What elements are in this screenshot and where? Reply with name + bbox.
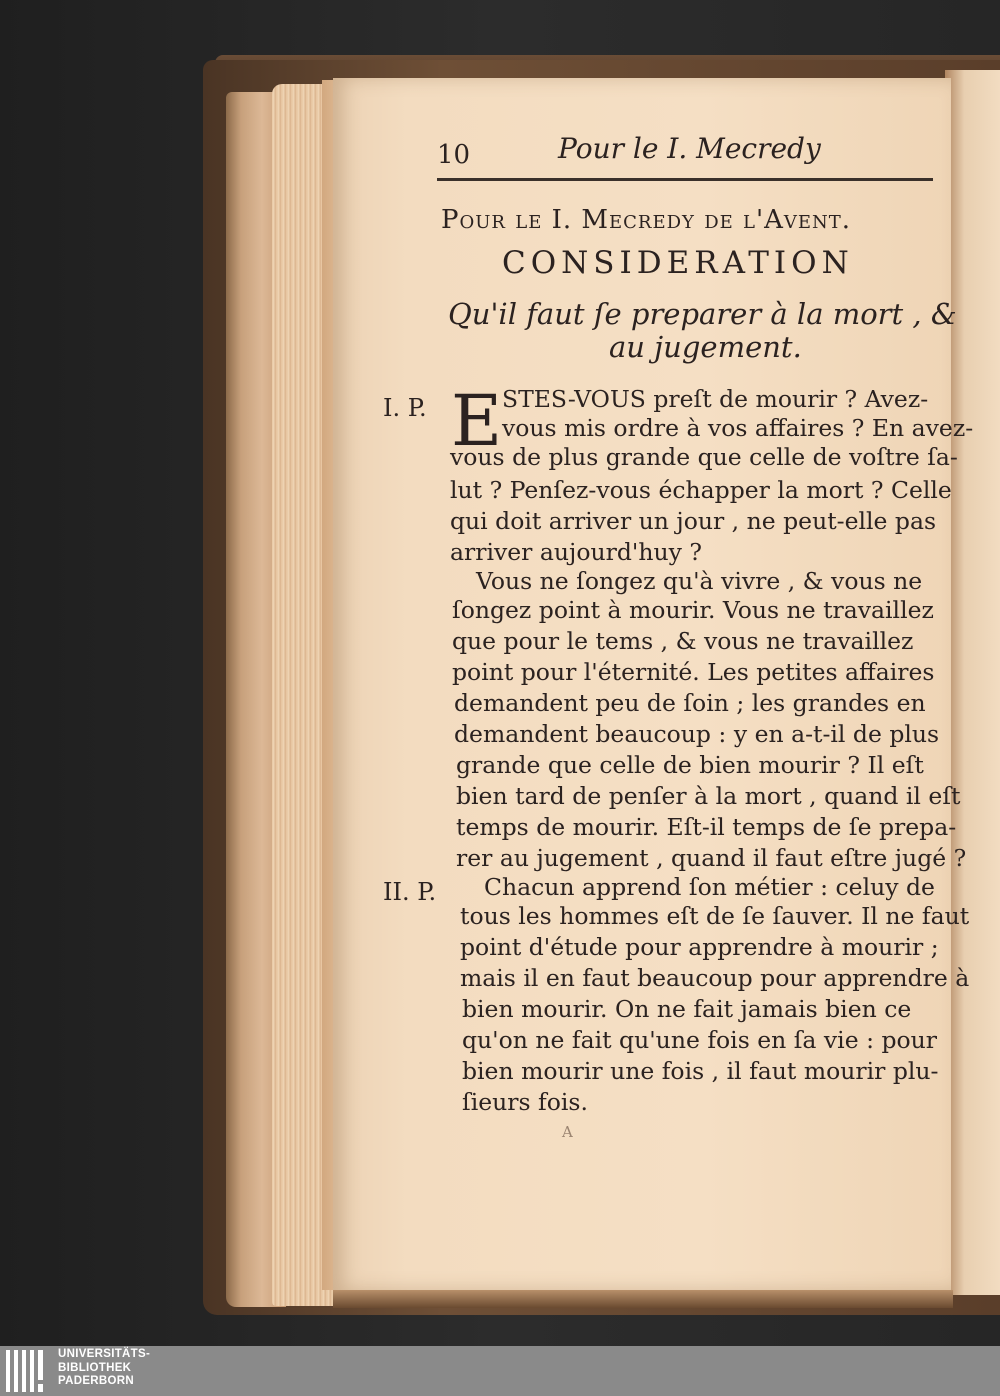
section-title: CONSIDERATION xyxy=(502,245,854,281)
margin-note-first-point: I. P. xyxy=(383,394,427,422)
body-line: ſieurs fois. xyxy=(462,1088,588,1116)
margin-note-second-point: II. P. xyxy=(383,878,437,906)
section-heading: Pour le I. Mecredy de l'Avent. xyxy=(441,205,852,235)
body-line: bien mourir. On ne fait jamais bien ce xyxy=(462,995,912,1023)
library-logo-text xyxy=(58,1348,150,1389)
page-number: 10 xyxy=(437,140,471,170)
body-line: tous les hommes eſt de ſe ſauver. Il ne faut xyxy=(460,902,970,930)
logo-line-3: PADERBORN xyxy=(58,1375,134,1387)
page-bottom-edge xyxy=(333,1290,953,1308)
subtitle-line-1: Qu'il faut ſe preparer à la mort , & xyxy=(448,297,957,331)
body-line: demandent peu de ſoin ; les grandes en xyxy=(454,689,926,717)
running-head: Pour le I. Mecredy xyxy=(558,132,821,165)
body-line: Chacun apprend ſon métier : celuy de xyxy=(484,873,935,901)
body-line: STES-VOUS preſt de mourir ? Avez- xyxy=(502,385,929,413)
body-line: grande que celle de bien mourir ? Il eſt xyxy=(456,751,924,779)
body-line: point pour l'éternité. Les petites affaires xyxy=(452,658,935,686)
library-logo-icon xyxy=(6,1350,48,1392)
body-line: demandent beaucoup : y en a-t-il de plus xyxy=(454,720,940,748)
body-line: lut ? Penſez-vous échapper la mort ? Celle xyxy=(450,476,952,504)
body-line: mais il en faut beaucoup pour apprendre à xyxy=(460,964,970,992)
body-line: bien mourir une fois , il faut mourir plu- xyxy=(462,1057,939,1085)
body-line: Vous ne ſongez qu'à vivre , & vous ne xyxy=(476,567,923,595)
body-line: qui doit arriver un jour , ne peut-elle pas xyxy=(450,507,937,535)
body-line: temps de mourir. Eſt-il temps de ſe prepa- xyxy=(456,813,957,841)
body-line: ſongez point à mourir. Vous ne travaillez xyxy=(452,596,934,624)
body-line: point d'étude pour apprendre à mourir ; xyxy=(460,933,939,961)
signature-mark: A xyxy=(562,1123,573,1141)
body-line: rer au jugement , quand il faut eſtre jugé ? xyxy=(456,844,967,872)
logo-line-1: UNIVERSITÄTS- xyxy=(58,1348,151,1360)
body-line: bien tard de penſer à la mort , quand il eſt xyxy=(456,782,961,810)
body-line: arriver aujourd'huy ? xyxy=(450,538,702,566)
body-line: vous de plus grande que celle de voſtre ſa- xyxy=(450,443,958,471)
header-rule xyxy=(437,178,933,181)
drop-cap: E xyxy=(451,380,503,462)
book-gutter xyxy=(945,70,1000,1295)
logo-line-2: BIBLIOTHEK xyxy=(58,1361,132,1374)
subtitle-line-2: au jugement. xyxy=(609,330,802,364)
body-line: que pour le tems , & vous ne travaillez xyxy=(452,627,914,655)
body-line: vous mis ordre à vos affaires ? En avez- xyxy=(502,414,974,442)
body-line: qu'on ne fait qu'une fois en ſa vie : pour xyxy=(462,1026,938,1054)
